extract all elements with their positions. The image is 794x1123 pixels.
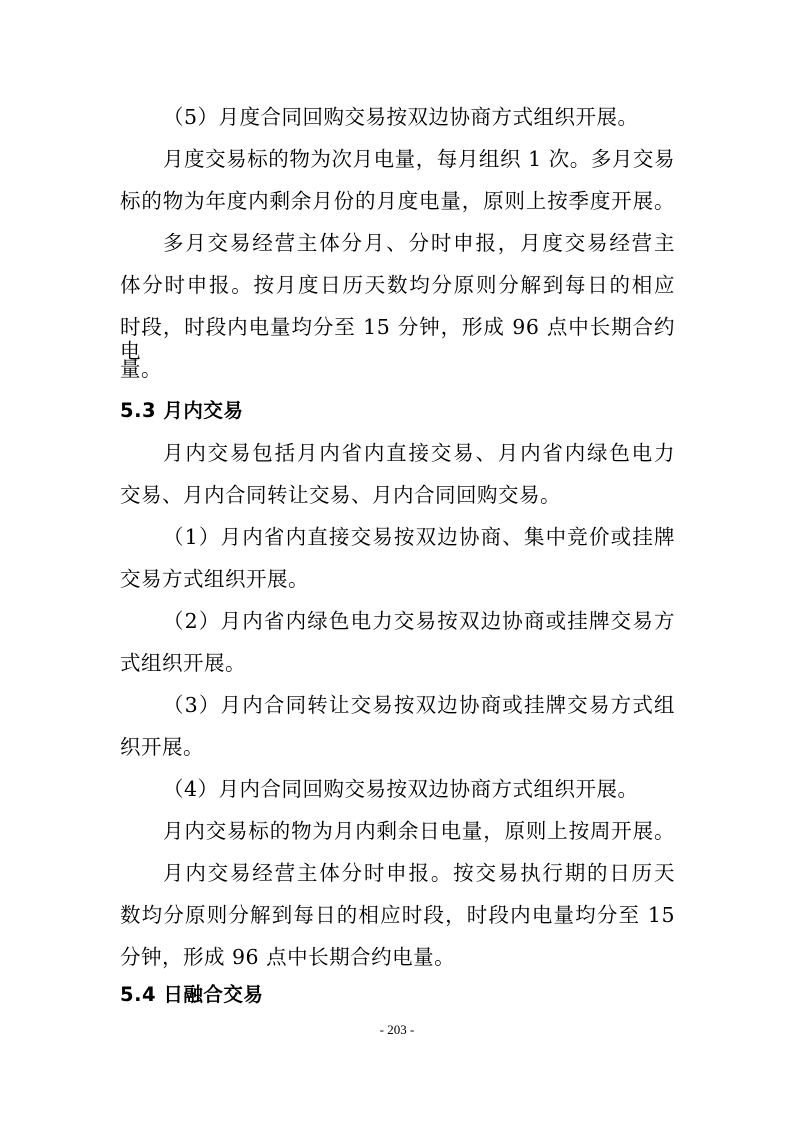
paragraph-line: 月内交易标的物为月内剩余日电量，原则上按周开展。 [163,819,675,843]
paragraph-line: 时段，时段内电量均分至 15 分钟，形成 96 点中长期合约电 [120,315,675,363]
list-item-line: 织开展。 [120,735,204,759]
list-item-line: 交易方式组织开展。 [120,567,309,591]
paragraph-line: 月度交易标的物为次月电量，每月组织 1 次。多月交易 [163,147,675,171]
paragraph-line: （5）月度合同回购交易按双边协商方式组织开展。 [163,105,639,129]
list-item-line: （2）月内省内绿色电力交易按双边协商或挂牌交易方 [163,609,675,633]
list-item-line: （1）月内省内直接交易按双边协商、集中竞价或挂牌 [163,525,675,549]
paragraph-line: 月内交易经营主体分时申报。按交易执行期的日历天 [163,861,675,885]
section-heading: 5.3 月内交易 [120,399,244,422]
paragraph-line: 多月交易经营主体分月、分时申报，月度交易经营主 [163,231,675,255]
page-number: - 203 - [379,1022,415,1037]
section-heading: 5.4 日融合交易 [120,983,264,1006]
list-item-line: （3）月内合同转让交易按双边协商或挂牌交易方式组 [163,693,675,717]
paragraph-line: 量。 [120,357,162,381]
list-item-line: 式组织开展。 [120,651,246,675]
paragraph-line: 交易、月内合同转让交易、月内合同回购交易。 [120,483,561,507]
paragraph-line: 体分时申报。按月度日历天数均分原则分解到每日的相应 [120,273,675,297]
list-item-line: （4）月内合同回购交易按双边协商方式组织开展。 [163,777,639,801]
paragraph-line: 标的物为年度内剩余月份的月度电量，原则上按季度开展。 [120,189,675,213]
paragraph-line: 分钟，形成 96 点中长期合约电量。 [120,945,456,969]
paragraph-line: 数均分原则分解到每日的相应时段，时段内电量均分至 15 [120,903,675,927]
paragraph-line: 月内交易包括月内省内直接交易、月内省内绿色电力 [163,441,675,465]
